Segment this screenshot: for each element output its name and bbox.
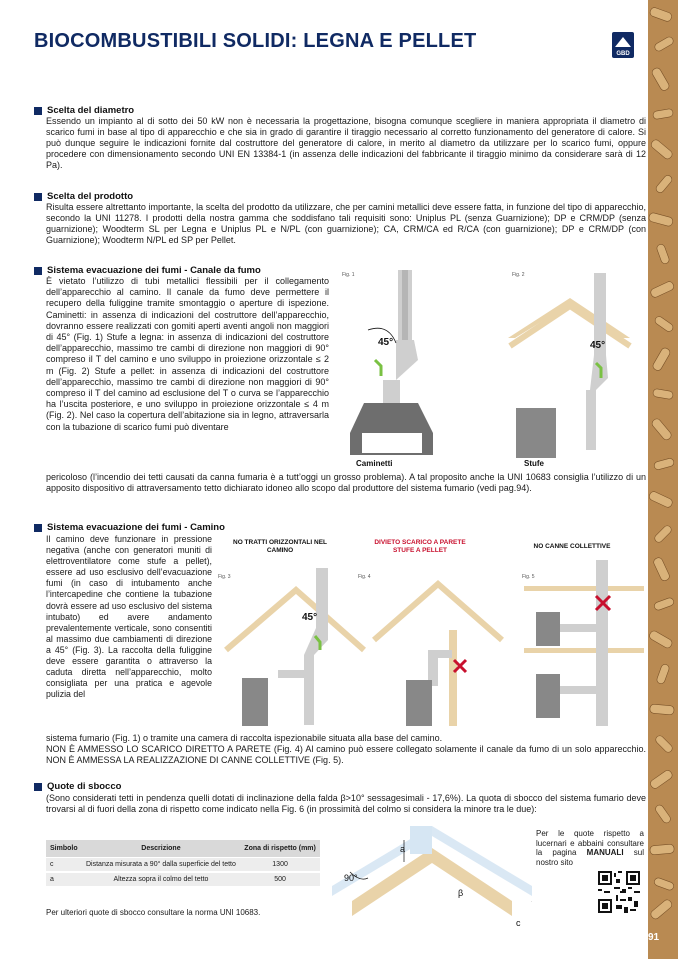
cell-simbolo: a [46, 872, 82, 887]
fig5-heading: NO CANNE COLLETTIVE [533, 543, 611, 550]
bullet-square-icon [34, 524, 42, 532]
table-row [46, 872, 320, 887]
pellet-background-strip [648, 0, 678, 959]
diametro-text: Essendo un impianto al di sotto dei 50 kW non è necessaria la progettazione, bisogna comunque scegliere in maniera appropriata il diametro di scarico fumi in base al tipo di apparecchio e che sia in grado di garantire il tiraggio necessario al corretto funzionamento del generatore di calore. Si può dunque seguire le indicazioni fornite dal costruttore del generatore di calore, in merito al diametro da utilizzare per lo scarico fumi, oppure procedere con dimensionamento secondo UNI EN 13384-1 (in assenza delle indicazioni del fabbricante il tiraggio minimo da considerare sarà di 12 Pa). [46, 116, 646, 170]
page-title: BIOCOMBUSTIBILI SOLIDI: LEGNA E PELLET [34, 30, 477, 52]
section-heading-sbocco: Quote di sbocco [34, 781, 121, 792]
bullet-square-icon [34, 107, 42, 115]
fig4-diagram [374, 584, 502, 726]
fig6-roof-diagram [332, 826, 532, 936]
prodotto-text: Risulta essere altrettanto importante, la scelta del prodotto da utilizzare, che per camini metallici deve essere fatta, in funzione del tipo di apparecchio, secondo la UNI 11278. I prodotti della nostra gamma che soddisfano tali requisiti sono: Uniplus PL (senza Guarnizione); DP e CRM/DP (senza guarnizione); Woodterm SL per Legna e Uniplus PL e N/PL (con guarnizione); CA, CRM/CA ed R/CA (con guarnizione); DP e CRM/DP (con Guarnizione); Woodterm N/PL ed SP per Pellet. [46, 202, 646, 245]
fig2-stove-diagram [508, 273, 630, 458]
fig2-label: Fig. 2 [512, 272, 525, 278]
header-zona: Zona di rispetto (mm) [240, 840, 320, 858]
fig6-angle-90: 90° [344, 873, 358, 883]
header-descrizione: Descrizione [82, 840, 240, 858]
gbd-logo [612, 32, 634, 58]
bullet-square-icon [34, 193, 42, 201]
fig3-angle: 45° [302, 612, 318, 623]
header-simbolo: Simbolo [46, 840, 82, 858]
section-heading-prodotto: Scelta del prodotto [34, 191, 133, 202]
page-number: 91 [648, 932, 660, 943]
fig1-caption: Caminetti [356, 459, 393, 468]
bullet-square-icon [34, 267, 42, 275]
cell-descrizione: Altezza sopra il colmo del tetto [82, 872, 240, 887]
fig2-angle: 45° [590, 340, 606, 351]
table-header-row [46, 840, 320, 858]
quote-sbocco-table [46, 840, 320, 888]
sbocco-text: (Sono considerati tetti in pendenza quelli dotati di inclinazione della falda β>10° sessagesimali - 17,6%). La quota di sbocco del sistema fumario deve trovarsi al di fuori della zona di rispetto come indicato nella Fig. 6 (in prossimità del colmo si considera la minore tra le due): [46, 793, 646, 814]
logo-text: GBD [616, 51, 630, 57]
fig6-label-beta: β [458, 888, 464, 898]
fig5-label: Fig. 5 [522, 574, 535, 580]
section-heading-camino: Sistema evacuazione dei fumi - Camino [34, 522, 225, 533]
manuali-link[interactable]: MANUALI [586, 848, 624, 857]
fig3-heading: NO TRATTI ORIZZONTALI NEL CAMINO [233, 539, 327, 554]
cell-descrizione: Distanza misurata a 90° dalla superficie del tetto [82, 858, 240, 873]
figures-1-2 [338, 268, 638, 468]
fig5-diagram [524, 560, 644, 726]
fig4-heading: DIVIETO SCARICO A PARETE STUFE A PELLET [374, 539, 466, 554]
camino-text-column: Il camino deve funzionare in pressione negativa (anche con generatori muniti di elettroventilatore come stufe a pellet), essere ad uso esclusivo dell’evacuazione fumi (in caso di intubamento anche l’intercapedine che contiene la tubazione dovrà essere ad uso esclusivo del sistema intubato) ed avere andamento prevalentemente verticale, sono consentiti al massimo due cambiamenti di direzione a 45° (Fig. 3). La raccolta della fuliggine deve essere garantita o attraverso la caduta diretta nell’apparecchio, molto consigliata per una pratica e agevole pulizia del [46, 534, 212, 700]
figures-3-4-5 [216, 560, 646, 730]
cell-zona: 500 [240, 872, 320, 887]
table-row [46, 858, 320, 873]
section-heading-canale: Sistema evacuazione dei fumi - Canale da fumo [34, 265, 261, 276]
cell-zona: 1300 [240, 858, 320, 873]
fig1-angle: 45° [378, 337, 394, 348]
camino-text-full-2: NON È AMMESSO LO SCARICO DIRETTO A PARETE (Fig. 4) Al camino può essere collegato solamente il canale da fumo di un solo apparecchio. NON È AMMESSA LA REALIZZAZIONE DI CANNE COLLETTIVE (Fig. 5). [46, 744, 646, 765]
fig3-diagram [226, 568, 364, 726]
canale-text-column: È vietato l’utilizzo di tubi metallici flessibili per il collegamento dell’apparecchio al camino. Il canale da fumo deve permettere il recupero della fuliggine tramite smontaggio o aperture di ispezione. Caminetti: in assenza di indicazioni del costruttore dell’apparecchio, dovranno essere realizzati con gomiti aperti aventi angoli non maggiori di 45° (Fig. 1) Stufe a legna: in assenza di indicazioni del costruttore dell’apparecchio, massimo tre cambi di direzione non maggiori di 90° compreso il T del camino e uno sviluppo in proiezione orizzontale ≤ 2 m (Fig. 2) Stufe a pellet: in assenza di indicazioni del costruttore dell’apparecchio, massimo tre cambi di direzione non maggiori di 90° compreso il T del camino ad esclusione del T o curva se l’apparecchio ha l’uscita posteriore, e uno sviluppo in proiezione orizzontale ≤ 4 m (Fig. 2). Nel caso la copertura dell’abitazione sia in legno, attraversarla con la tubazione di scarico fumi può diventare [46, 276, 329, 432]
cell-simbolo: c [46, 858, 82, 873]
fig1-label: Fig. 1 [342, 272, 355, 278]
section-heading-diametro: Scelta del diametro [34, 105, 134, 116]
fig4-label: Fig. 4 [358, 574, 371, 580]
fig1-fireplace-diagram [350, 270, 433, 455]
camino-text-full-1: sistema fumario (Fig. 1) o tramite una camera di raccolta ispezionabile situata alla base del camino. [46, 733, 443, 743]
fig6-label-a: a [400, 844, 406, 854]
fig6-label-c: c [516, 918, 521, 928]
qr-code-icon[interactable] [598, 871, 640, 913]
manuali-note: Per le quote rispetto a lucernari e abbaini consultare la pagina MANUALI sul nostro sito [536, 829, 644, 867]
fig3-label: Fig. 3 [218, 574, 231, 580]
fig2-caption: Stufe [524, 459, 544, 468]
bullet-square-icon [34, 783, 42, 791]
sbocco-footer-note: Per ulteriori quote di sbocco consultare la norma UNI 10683. [46, 908, 261, 917]
canale-text-full: pericoloso (l’incendio dei tetti causati da canna fumaria è a tutt’oggi un grosso problema). A tal proposito anche la UNI 10683 consiglia l’utilizzo di un apposito dispositivo di attraversamento tetto dichiarato idoneo allo scopo dal produttore del sistema fumario (vedi pag.94). [46, 472, 646, 493]
